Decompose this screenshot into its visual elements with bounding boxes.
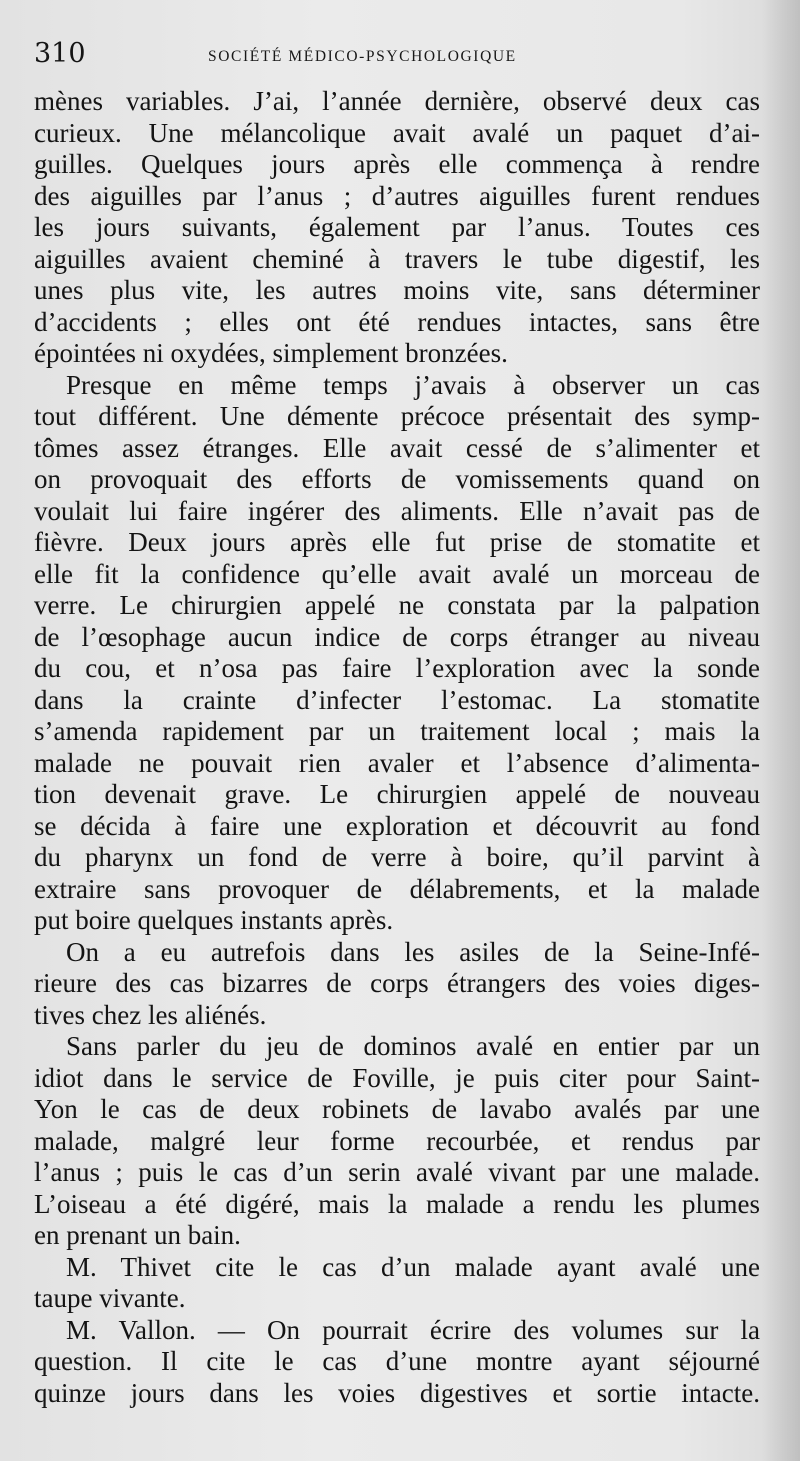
- text-line: M. Thivet cite le cas d’un malade ayant avalé une: [66, 1251, 760, 1282]
- text-line: tômes assez étranges. Elle avait cessé de s’alimenter et: [34, 432, 760, 463]
- text-line: tives chez les aliénés.: [34, 999, 267, 1030]
- text-line: curieux. Une mélancolique avait avalé un paquet d’ai-: [34, 117, 760, 148]
- text-line: mènes variables. J’ai, l’année dernière, observé deux cas: [34, 86, 760, 116]
- text-line: M. Vallon. — On pourrait écrire des volumes sur la: [66, 1314, 760, 1345]
- body-text: [34, 86, 760, 1409]
- text-line: on provoquait des efforts de vomissements quand on: [34, 464, 760, 494]
- page-header: [34, 38, 764, 78]
- running-head: SOCIÉTÉ MÉDICO-PSYCHOLOGIQUE: [208, 48, 517, 65]
- text-line: du pharynx un fond de verre à boire, qu’il parvint à: [34, 842, 760, 872]
- text-line: malade, malgré leur forme recourbée, et rendus par: [34, 1125, 760, 1156]
- text-line: fièvre. Deux jours après elle fut prise de stomatite et: [34, 527, 760, 557]
- text-line: put boire quelques instants après.: [34, 905, 394, 935]
- text-line: taupe vivante.: [34, 1283, 186, 1313]
- text-line: s’amenda rapidement par un traitement local ; mais la: [34, 716, 760, 746]
- text-line: épointées ni oxydées, simplement bronzées.: [34, 338, 508, 368]
- text-line: Sans parler du jeu de dominos avalé en entier par un: [66, 1031, 760, 1061]
- page-number: 310: [34, 38, 86, 69]
- text-line: les jours suivants, également par l’anus. Toutes ces: [34, 212, 760, 242]
- text-line: question. Il cite le cas d’une montre ayant séjourné: [34, 1346, 760, 1376]
- text-line: se décida à faire une exploration et découvrit au fond: [34, 810, 760, 841]
- text-line: Yon le cas de deux robinets de lavabo avalés par une: [34, 1094, 760, 1124]
- text-line: voulait lui faire ingérer des aliments. Elle n’avait pas de: [34, 495, 760, 526]
- text-line: d’accidents ; elles ont été rendues intactes, sans être: [34, 306, 760, 337]
- text-line: unes plus vite, les autres moins vite, sans déterminer: [34, 275, 760, 305]
- text-line: quinze jours dans les voies digestives et sortie intacte.: [34, 1377, 760, 1408]
- text-line: tout différent. Une démente précoce présentait des symp-: [34, 401, 760, 431]
- text-line: malade ne pouvait rien avaler et l’absence d’alimenta-: [34, 747, 760, 778]
- text-line: rieure des cas bizarres de corps étrangers des voies diges-: [34, 968, 760, 998]
- text-line: verre. Le chirurgien appelé ne constata par la palpation: [34, 590, 760, 620]
- text-line: On a eu autrefois dans les asiles de la Seine-Infé-: [66, 936, 760, 967]
- page-edge-shadow: [762, 0, 800, 1461]
- text-line: tion devenait grave. Le chirurgien appelé de nouveau: [34, 779, 760, 809]
- text-line: guilles. Quelques jours après elle commença à rendre: [34, 149, 760, 179]
- text-line: aiguilles avaient cheminé à travers le tube digestif, les: [34, 243, 760, 274]
- text-line: Presque en même temps j’avais à observer un cas: [66, 369, 760, 400]
- text-line: l’anus ; puis le cas d’un serin avalé vivant par une malade.: [34, 1157, 760, 1187]
- text-line: dans la crainte d’infecter l’estomac. La stomatite: [34, 684, 760, 715]
- text-line: idiot dans le service de Foville, je puis citer pour Saint-: [34, 1062, 760, 1093]
- text-line: en prenant un bain.: [34, 1220, 241, 1250]
- text-line: extraire sans provoquer de délabrements, et la malade: [34, 873, 760, 904]
- text-line: des aiguilles par l’anus ; d’autres aiguilles furent rendues: [34, 180, 760, 211]
- text-line: du cou, et n’osa pas faire l’exploration avec la sonde: [34, 653, 760, 683]
- text-line: de l’œsophage aucun indice de corps étranger au niveau: [34, 621, 760, 652]
- text-line: elle fit la confidence qu’elle avait avalé un morceau de: [34, 558, 760, 589]
- text-line: L’oiseau a été digéré, mais la malade a rendu les plumes: [34, 1188, 760, 1219]
